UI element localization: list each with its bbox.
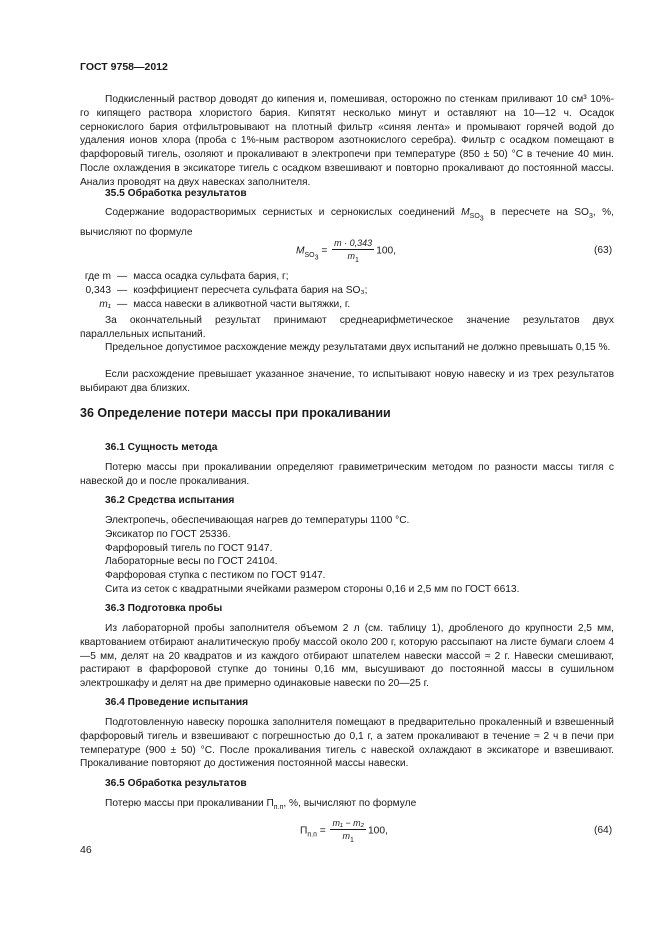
formula-63 (296, 238, 396, 264)
section-heading-36: 36 Определение потери массы при прокаливании (80, 406, 391, 420)
text-part: Потерю массы при прокаливании П (105, 798, 274, 809)
heading-36-2: 36.2 Средства испытания (105, 495, 235, 506)
paragraph-final-3: Если расхождение превышает указанное значение, то испытывают новую навеску и из трех результатов выбирают два близких. (80, 369, 614, 394)
text-part: Содержание водорастворимых сернистых и сернокислых соединений (105, 207, 455, 218)
equals-sign: = (321, 245, 331, 257)
sub-3: 3 (588, 213, 593, 221)
equipment-item: Фарфоровая ступка с пестиком по ГОСТ 9147. (105, 570, 326, 582)
equipment-item: Эксикатор по ГОСТ 25336. (105, 528, 231, 540)
formula-lhs: M (296, 245, 305, 257)
paragraph-36-5 (80, 797, 614, 815)
where-symbol: где m (84, 271, 111, 282)
heading-35-5: 35.5 Обработка результатов (105, 188, 247, 199)
numerator: m₁ − m₂ (332, 818, 365, 828)
where-list (80, 270, 367, 311)
heading-36-5: 36.5 Обработка результатов (105, 778, 247, 789)
heading-36-3: 36.3 Подготовка пробы (105, 603, 223, 614)
paragraph-35-5 (80, 206, 614, 240)
symbol-sub: п.п (273, 804, 284, 812)
where-item (80, 270, 367, 284)
running-header: ГОСТ 9758—2012 (80, 61, 168, 73)
paragraph-36-1: Потерю массы при прокаливании определяют гравиметрическим методом по разности массы тигля с навеской до и после прокаливания. (80, 462, 614, 487)
fraction (332, 238, 374, 264)
where-dash: — (117, 284, 128, 296)
where-dash: — (117, 298, 128, 310)
text-part: в пересчете на SO (490, 207, 589, 218)
paragraph-36-3: Из лабораторной пробы заполнителя объемом 2 л (см. таблицу 1), дробленого до крупности 2,5 мм, квартованием отбирают аналитическую пробу массой около 200 г, которую рассыпают на листе бумаги слоем 4—5 мм, делят на 20 квадратов и из каждого отбирают шпателем навески массой ≈ 2 г. Навески смешивают, растирают в фарфоровой ступке до тонины 0,16 мм, высушивают до постоянной массы в сушильном электрошкафу и делят на две примерно одинаковые навески по 20—25 г. (80, 623, 614, 690)
equation-number-63: (63) (594, 245, 613, 256)
where-item (80, 284, 367, 298)
fraction (330, 818, 366, 844)
formula-lhs-sub: п.п (307, 831, 317, 839)
where-text: масса осадка сульфата бария, г; (133, 271, 289, 282)
heading-36-4: 36.4 Проведение испытания (105, 697, 249, 708)
paragraph-intro: Подкисленный раствор доводят до кипения и, помешивая, осторожно по стенкам приливают 10 см³ 10%-го кипящего раствора хлористого бария. Кипятят несколько минут и оставляют на 10—12 ч. Осадок сернокислого бария отфильтровывают на плотный фильтр «синяя лента» и промывают горячей водой до удаления ионов хлора (проба с 1%-ным раствором азотнокислого серебра). Фильтр с осадком помещают в фарфоровый тигель, озоляют и прокаливают в электропечи при температуре (850 ± 50) °С в течение 40 мин. После охлаждения в эксикаторе тигель с осадком взвешивают и повторно прокаливают до постоянной массы. Анализ проводят на двух навесках заполнителя. (80, 94, 614, 188)
equipment-list (105, 514, 519, 597)
equation-number-64: (64) (594, 825, 613, 836)
page-number: 46 (80, 844, 92, 856)
equals-sign: = (319, 825, 329, 837)
where-text: коэффициент пересчета сульфата бария на SO₃; (133, 284, 368, 296)
formula-64 (300, 818, 388, 844)
paragraph-36-4: Подготовленную навеску порошка заполнителя помещают в предварительно прокаленный и взвешенный фарфоровый тигель и взвешивают с погрешностью до 0,1 г, а затем прокаливают в течение ≈ 2 ч в печи при температуре (900 ± 50) °С. После прокаливания тигель с навеской охлаждают в эксикаторе и взвешивают. Прокаливание повторяют до достижения постоянной массы навески. (80, 717, 614, 770)
numerator: m · 0,343 (334, 238, 373, 248)
equipment-item: Электропечь, обеспечивающая нагрев до температуры 1100 °С. (105, 515, 410, 526)
where-dash: — (117, 271, 128, 282)
where-item (80, 298, 367, 312)
text-part: , %, вычисляют по формуле (283, 798, 417, 809)
formula-lhs: П (300, 825, 308, 837)
paragraph-final-1: За окончательный результат принимают среднеарифметическое значение результатов двух параллельных испытаний. (80, 315, 614, 340)
equipment-item: Фарфоровый тигель по ГОСТ 9147. (105, 542, 273, 554)
equipment-item: Лабораторные весы по ГОСТ 24104. (105, 556, 278, 568)
where-symbol: m₁ (99, 298, 111, 310)
formula-lhs-sub: SO3 (304, 251, 319, 262)
equipment-item: Сита из сеток с квадратными ячейками размером стороны 0,16 и 2,5 мм по ГОСТ 6613. (105, 583, 520, 595)
formula-tail: 100, (368, 825, 388, 837)
where-text: масса навески в аликвотной части вытяжки, г. (133, 298, 351, 310)
formula-tail: 100, (376, 245, 397, 257)
text-part: , %, вычисляют по формуле (80, 207, 614, 239)
denominator: $m_1$ (347, 251, 359, 264)
paragraph-final-2: Предельное допустимое расхождение между результатами двух испытаний не должно превышать 0,15 %. (105, 342, 611, 353)
symbol-m: M (461, 207, 470, 218)
symbol-sub: SO3 (469, 213, 484, 223)
where-symbol: 0,343 (85, 284, 111, 296)
heading-36-1: 36.1 Сущность метода (105, 442, 218, 453)
denominator: $m_1$ (342, 831, 354, 844)
